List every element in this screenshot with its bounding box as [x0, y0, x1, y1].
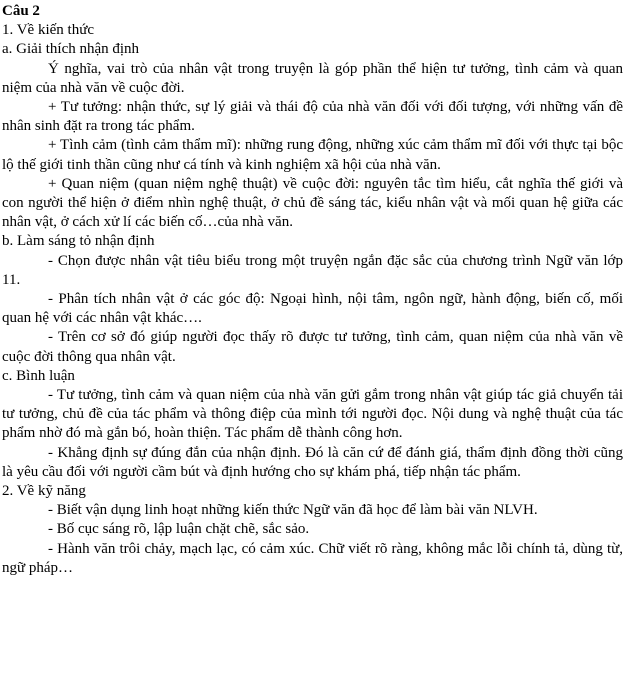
- paragraph-choose-character: - Chọn được nhân vật tiêu biểu trong một truyện ngắn đặc sắc của chương trình Ngữ văn lớp 11.: [2, 252, 623, 288]
- paragraph-thought: + Tư tưởng: nhận thức, sự lý giải và thái độ của nhà văn đối với đối tượng, với những vấn đề nhân sinh đặt ra trong tác phẩm.: [2, 99, 623, 135]
- question-title: Câu 2: [2, 3, 40, 19]
- paragraph-basis: - Trên cơ sở đó giúp người đọc thấy rõ được tư tưởng, tình cảm, quan niệm của nhà văn về cuộc đời thông qua nhân vật.: [2, 329, 623, 365]
- paragraph-skill-layout: - Bố cục sáng rõ, lập luận chặt chẽ, sắc sảo.: [48, 521, 310, 538]
- paragraph-commentary: - Tư tưởng, tình cảm và quan niệm của nhà văn gửi gắm trong nhân vật giúp tác giả chuyển tải tư tưởng, chủ đề của tác phẩm và thông điệp của mình tới người đọc. Nội dung và nghệ thuật của tác phẩm nhờ đó mà gắn bó, hoàn thiện. Tác phẩm dễ thành công hơn.: [2, 387, 623, 442]
- paragraph-analyze-character: - Phân tích nhân vật ở các góc độ: Ngoại hình, nội tâm, ngôn ngữ, hành động, biến cố, mối quan hệ với các nhân vật khác….: [2, 291, 623, 327]
- paragraph-emotion: + Tình cảm (tình cảm thẩm mĩ): những rung động, những xúc cảm thẩm mĩ đối với thực tại bộc lộ thế giới tinh thần cũng như cá tính và kinh nghiệm xã hội của nhà văn.: [2, 137, 623, 173]
- paragraph-meaning: Ý nghĩa, vai trò của nhân vật trong truyện là góp phần thể hiện tư tưởng, tình cảm và quan niệm của nhà văn về cuộc đời.: [2, 60, 623, 96]
- subsection-a-heading: a. Giải thích nhận định: [2, 41, 140, 58]
- section-knowledge-heading: 1. Về kiến thức: [2, 22, 94, 39]
- subsection-b-heading: b. Làm sáng tỏ nhận định: [2, 233, 155, 250]
- paragraph-skill-writing: - Hành văn trôi chảy, mạch lạc, có cảm xúc. Chữ viết rõ ràng, không mắc lỗi chính tả, dùng từ, ngữ pháp…: [2, 540, 623, 576]
- subsection-c-heading: c. Bình luận: [2, 367, 75, 384]
- section-skills-heading: 2. Về kỹ năng: [2, 483, 86, 500]
- paragraph-concept: + Quan niệm (quan niệm nghệ thuật) về cuộc đời: nguyên tắc tìm hiểu, cắt nghĩa thế giới và con người thể hiện ở điểm nhìn nghệ thuật, ở chủ đề sáng tác, kiểu nhân vật và mối quan hệ giữa các nhân vật, ở cách xử lí các biến cố…của nhà văn.: [2, 175, 623, 231]
- paragraph-affirm: - Khẳng định sự đúng đắn của nhận định. Đó là căn cứ để đánh giá, thẩm định đồng thời cũng là yêu cầu đối với người cầm bút và định hướng cho sự khám phá, tiếp nhận tác phẩm.: [2, 444, 623, 480]
- paragraph-skill-apply: - Biết vận dụng linh hoạt những kiến thức Ngữ văn đã học để làm bài văn NLVH.: [48, 502, 538, 519]
